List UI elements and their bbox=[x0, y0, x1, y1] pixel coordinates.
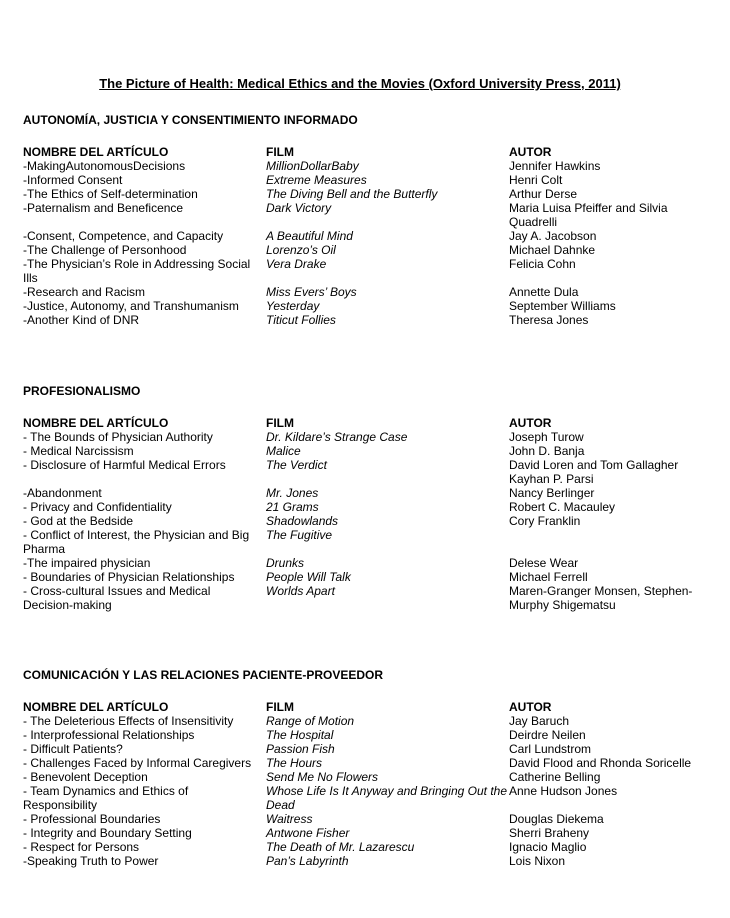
table-row bbox=[23, 500, 713, 514]
film-cell: The Diving Bell and the Butterfly bbox=[266, 187, 438, 201]
author-cell: Ignacio Maglio bbox=[509, 840, 587, 854]
section-title: COMUNICACIÓN Y LAS RELACIONES PACIENTE-PROVEEDOR bbox=[23, 668, 384, 682]
table-row bbox=[23, 770, 713, 784]
film-cell: MillionDollarBaby bbox=[266, 159, 359, 173]
film-cell: The Fugitive bbox=[266, 528, 333, 542]
section-title: PROFESIONALISMO bbox=[23, 384, 141, 398]
articles-table bbox=[23, 700, 713, 868]
author-cell: Annette Dula bbox=[509, 285, 579, 299]
author-cell: Maren-Granger Monsen, Stephen-Murphy Shigematsu bbox=[509, 584, 693, 612]
table-row bbox=[23, 784, 713, 812]
author-cell: Lois Nixon bbox=[509, 854, 566, 868]
table-header-row bbox=[23, 416, 713, 430]
film-cell: The Hours bbox=[266, 756, 323, 770]
film-cell: Send Me No Flowers bbox=[266, 770, 379, 784]
article-cell: -Paternalism and Beneficence bbox=[23, 201, 184, 215]
author-cell: Jay Baruch bbox=[509, 714, 570, 728]
film-cell: Lorenzo’s Oil bbox=[266, 243, 336, 257]
table-row bbox=[23, 173, 713, 187]
article-cell: -Another Kind of DNR bbox=[23, 313, 140, 327]
article-cell: - Integrity and Boundary Setting bbox=[23, 826, 192, 840]
articles-table bbox=[23, 145, 713, 327]
table-row bbox=[23, 257, 713, 285]
article-cell: - Medical Narcissism bbox=[23, 444, 134, 458]
author-cell: Douglas Diekema bbox=[509, 812, 604, 826]
article-cell: - Boundaries of Physician Relationships bbox=[23, 570, 235, 584]
author-cell: Delese Wear bbox=[509, 556, 579, 570]
table-row bbox=[23, 556, 713, 570]
table-row bbox=[23, 187, 713, 201]
table-row bbox=[23, 486, 713, 500]
author-cell: David Loren and Tom Gallagher Kayhan P. Parsi bbox=[509, 458, 679, 486]
author-cell: Catherine Belling bbox=[509, 770, 601, 784]
document-title: The Picture of Health: Medical Ethics and the Movies (Oxford University Press, 2011) bbox=[99, 76, 621, 91]
author-cell: Arthur Derse bbox=[509, 187, 578, 201]
table-row bbox=[23, 756, 713, 770]
author-cell: Michael Ferrell bbox=[509, 570, 588, 584]
article-cell: -MakingAutonomousDecisions bbox=[23, 159, 186, 173]
film-cell: 21 Grams bbox=[266, 500, 319, 514]
film-cell: Whose Life Is It Anyway and Bringing Out the Dead bbox=[266, 784, 508, 812]
film-cell: Yesterday bbox=[266, 299, 320, 313]
header-article: NOMBRE DEL ARTÍCULO bbox=[23, 145, 169, 159]
film-cell: Passion Fish bbox=[266, 742, 335, 756]
author-cell: Carl Lundstrom bbox=[509, 742, 592, 756]
table-row bbox=[23, 201, 713, 229]
table-row bbox=[23, 229, 713, 243]
table-row bbox=[23, 159, 713, 173]
table-row bbox=[23, 444, 713, 458]
article-cell: -Speaking Truth to Power bbox=[23, 854, 159, 868]
article-cell: -The Ethics of Self-determination bbox=[23, 187, 198, 201]
author-cell: Anne Hudson Jones bbox=[509, 784, 618, 798]
film-cell: Dr. Kildare’s Strange Case bbox=[266, 430, 408, 444]
header-film: FILM bbox=[266, 145, 294, 159]
table-row bbox=[23, 584, 713, 612]
article-cell: -The Physician’s Role in Addressing Social Ills bbox=[23, 257, 251, 285]
table-row bbox=[23, 285, 713, 299]
table-row bbox=[23, 728, 713, 742]
header-article: NOMBRE DEL ARTÍCULO bbox=[23, 416, 169, 430]
table-row bbox=[23, 313, 713, 327]
film-cell: Titicut Follies bbox=[266, 313, 336, 327]
header-film: FILM bbox=[266, 700, 294, 714]
author-cell: Deirdre Neilen bbox=[509, 728, 586, 742]
film-cell: Extreme Measures bbox=[266, 173, 367, 187]
author-cell: Theresa Jones bbox=[509, 313, 589, 327]
film-cell: Malice bbox=[266, 444, 301, 458]
table-row bbox=[23, 570, 713, 584]
author-cell: Robert C. Macauley bbox=[509, 500, 616, 514]
article-cell: -Research and Racism bbox=[23, 285, 146, 299]
author-cell: Jennifer Hawkins bbox=[509, 159, 601, 173]
author-cell: Nancy Berlinger bbox=[509, 486, 595, 500]
header-author: AUTOR bbox=[509, 700, 552, 714]
table-row bbox=[23, 854, 713, 868]
article-cell: -Informed Consent bbox=[23, 173, 123, 187]
article-cell: -The Challenge of Personhood bbox=[23, 243, 187, 257]
table-row bbox=[23, 840, 713, 854]
article-cell: - Benevolent Deception bbox=[23, 770, 148, 784]
article-cell: - God at the Bedside bbox=[23, 514, 134, 528]
article-cell: - Respect for Persons bbox=[23, 840, 140, 854]
table-header-row bbox=[23, 145, 713, 159]
article-cell: -Abandonment bbox=[23, 486, 102, 500]
author-cell: September Williams bbox=[509, 299, 616, 313]
author-cell: David Flood and Rhonda Soricelle bbox=[509, 756, 692, 770]
header-author: AUTOR bbox=[509, 416, 552, 430]
film-cell: The Death of Mr. Lazarescu bbox=[266, 840, 415, 854]
author-cell: Michael Dahnke bbox=[509, 243, 596, 257]
table-row bbox=[23, 299, 713, 313]
table-header-row bbox=[23, 700, 713, 714]
section-comunicacion bbox=[23, 668, 713, 868]
article-cell: - Challenges Faced by Informal Caregivers bbox=[23, 756, 252, 770]
article-cell: -The impaired physician bbox=[23, 556, 151, 570]
author-cell bbox=[509, 528, 713, 556]
film-cell: Mr. Jones bbox=[266, 486, 319, 500]
article-cell: -Justice, Autonomy, and Transhumanism bbox=[23, 299, 239, 313]
film-cell: The Hospital bbox=[266, 728, 334, 742]
film-cell: Range of Motion bbox=[266, 714, 355, 728]
article-cell: - The Bounds of Physician Authority bbox=[23, 430, 213, 444]
article-cell: - Professional Boundaries bbox=[23, 812, 161, 826]
article-cell: - Disclosure of Harmful Medical Errors bbox=[23, 458, 226, 472]
film-cell: Waitress bbox=[266, 812, 313, 826]
film-cell: Worlds Apart bbox=[266, 584, 335, 598]
author-cell: Joseph Turow bbox=[509, 430, 584, 444]
article-cell: - Cross-cultural Issues and Medical Decision-making bbox=[23, 584, 211, 612]
film-cell: Shadowlands bbox=[266, 514, 339, 528]
section-title: AUTONOMÍA, JUSTICIA Y CONSENTIMIENTO INFORMADO bbox=[23, 113, 358, 127]
table-row bbox=[23, 458, 713, 486]
header-author: AUTOR bbox=[509, 145, 552, 159]
table-row bbox=[23, 528, 713, 556]
section-autonomia bbox=[23, 113, 713, 327]
article-cell: - Interprofessional Relationships bbox=[23, 728, 195, 742]
film-cell: A Beautiful Mind bbox=[266, 229, 353, 243]
table-row bbox=[23, 742, 713, 756]
article-cell: - Privacy and Confidentiality bbox=[23, 500, 172, 514]
header-article: NOMBRE DEL ARTÍCULO bbox=[23, 700, 169, 714]
author-cell: Henri Colt bbox=[509, 173, 563, 187]
article-cell: -Consent, Competence, and Capacity bbox=[23, 229, 224, 243]
author-cell: Cory Franklin bbox=[509, 514, 581, 528]
table-row bbox=[23, 243, 713, 257]
author-cell: Jay A. Jacobson bbox=[509, 229, 597, 243]
table-row bbox=[23, 826, 713, 840]
film-cell: Vera Drake bbox=[266, 257, 327, 271]
film-cell: Antwone Fisher bbox=[266, 826, 350, 840]
table-row bbox=[23, 430, 713, 444]
author-cell: John D. Banja bbox=[509, 444, 585, 458]
film-cell: Dark Victory bbox=[266, 201, 332, 215]
film-cell: Pan’s Labyrinth bbox=[266, 854, 349, 868]
film-cell: Miss Evers’ Boys bbox=[266, 285, 357, 299]
article-cell: - Difficult Patients? bbox=[23, 742, 123, 756]
table-row bbox=[23, 714, 713, 728]
film-cell: Drunks bbox=[266, 556, 305, 570]
film-cell: The Verdict bbox=[266, 458, 327, 472]
author-cell: Sherri Braheny bbox=[509, 826, 590, 840]
section-profesionalismo bbox=[23, 384, 713, 612]
article-cell: - The Deleterious Effects of Insensitivity bbox=[23, 714, 234, 728]
article-cell: - Team Dynamics and Ethics of Responsibility bbox=[23, 784, 189, 812]
article-cell: - Conflict of Interest, the Physician and Big Pharma bbox=[23, 528, 250, 556]
table-row bbox=[23, 514, 713, 528]
author-cell: Felicia Cohn bbox=[509, 257, 576, 271]
header-film: FILM bbox=[266, 416, 294, 430]
film-cell: People Will Talk bbox=[266, 570, 351, 584]
author-cell: Maria Luisa Pfeiffer and Silvia Quadrelli bbox=[509, 201, 668, 229]
table-row bbox=[23, 812, 713, 826]
articles-table bbox=[23, 416, 713, 612]
